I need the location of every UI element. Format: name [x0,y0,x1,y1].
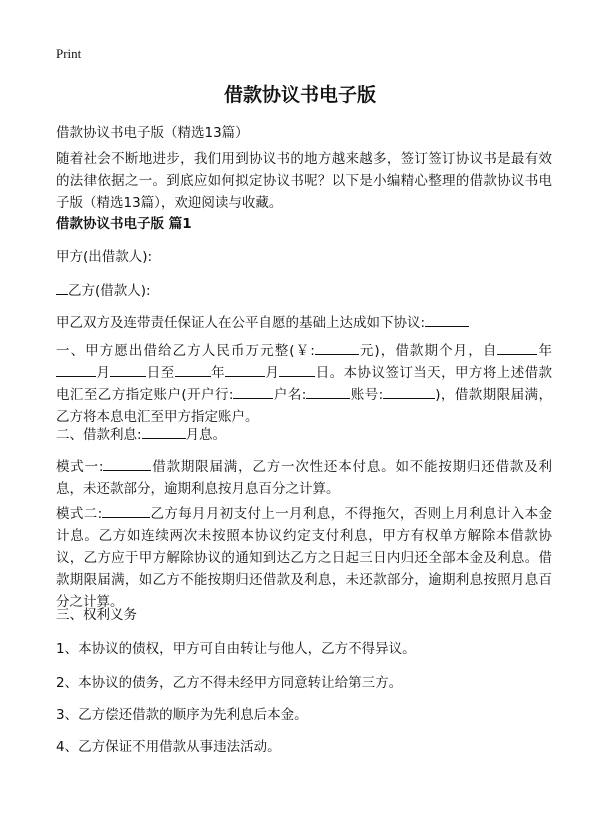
mode-1: 模式一: 借款期限届满，乙方一次性还本付息。如不能按期归还借款及利息，未还款部分，逾期利息按月息百分之计算。 [56,456,552,500]
clause-3-heading: 三、权利义务 [56,607,137,623]
clause-1: 一、甲方愿出借给乙方人民币万元整(￥: 元)，借款期个月，自 年月 日至 年 月 日。本协议签订当天，甲方将上述借款电汇至乙方指定账户(开户行: 户名: 账号: )，借款期限届满，乙方将本息电汇至甲方指定账户。 [56,340,552,428]
blank-line [110,362,146,377]
blank-line [383,384,435,399]
clause-2: 二、借款利息: 月息。 [56,424,552,446]
preamble-line: 甲乙双方及连带责任保证人在公平自愿的基础上达成如下协议: [56,312,552,334]
blank-line [175,362,211,377]
section-heading: 借款协议书电子版 篇1 [56,216,192,232]
blank-line [142,424,186,439]
blank-line [279,362,315,377]
blank-line [315,340,359,355]
page-title: 借款协议书电子版 [223,84,376,106]
print-link[interactable]: Print [56,46,82,61]
blank-line [225,362,265,377]
intro-paragraph: 随着社会不断地进步，我们用到协议书的地方越来越多，签订签订协议书是最有效的法律依据之一。到底应如何拟定协议书呢？以下是小编精心整理的借款协议书电子版（精选13篇），欢迎阅读与收藏。 [56,151,552,211]
blank-line [56,362,96,377]
list-item: 2、本协议的债务，乙方不得未经甲方同意转让给第三方。 [56,675,403,691]
blank-line [306,384,350,399]
blank-line [425,312,469,327]
blank-line [497,340,537,355]
list-item: 1、本协议的债权，甲方可自由转让与他人，乙方不得异议。 [56,641,416,657]
mode-2: 模式二: 乙方每月月初支付上一月利息，不得拖欠，否则上月利息计入本金计息。乙方如连续两次未按照本协议约定支付利息，甲方有权单方解除本借款协议，乙方应于甲方解除协议的通知到达乙方之日起三日内归还全部本金及利息。借款期限届满，如乙方不能按期归还借款及利息，未还款部分，逾期利息按照月息百分之计算。 [56,503,552,613]
blank-line [56,280,68,295]
party-a-line: 甲方(出借款人): [56,249,153,265]
list-item: 4、乙方保证不用借款从事违法活动。 [56,739,281,755]
blank-line [102,503,150,518]
list-item: 3、乙方偿还借款的顺序为先利息后本金。 [56,707,308,723]
blank-line [233,384,273,399]
document-subtitle: 借款协议书电子版（精选13篇） [56,125,249,141]
blank-line [103,456,151,471]
party-b-line: 乙方(借款人): [56,280,552,302]
